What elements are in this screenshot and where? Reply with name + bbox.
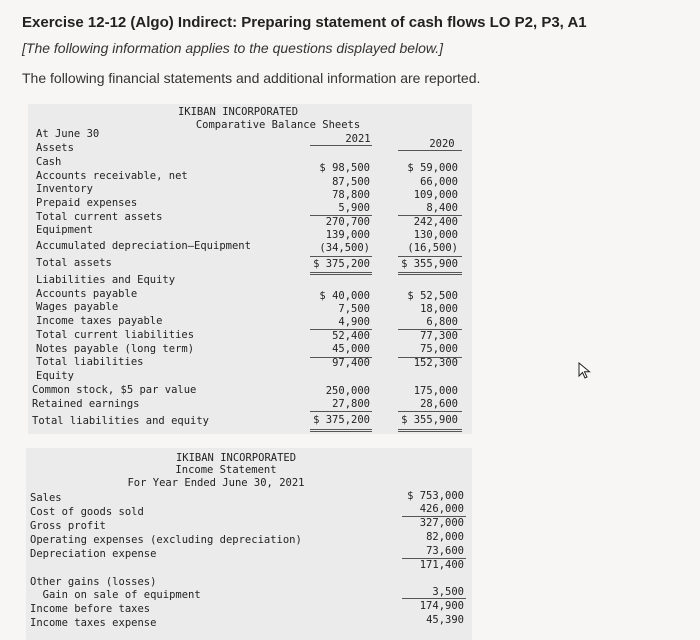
liab-row-2021: $ 40,000 <box>319 290 370 302</box>
page-title: Exercise 12-12 (Algo) Indirect: Preparing statement of cash flows LO P2, P3, A1 <box>22 14 587 31</box>
is-row-value: 73,600 <box>426 545 464 557</box>
bs-date-label: At June 30 <box>36 128 100 140</box>
is-row-label: Other gains (losses) <box>30 576 157 588</box>
asset-row-2021: 5,900 <box>338 202 370 214</box>
liab-row-2020: $ 52,500 <box>407 290 458 302</box>
rule <box>310 411 372 412</box>
liab-row-2021: 45,000 <box>332 343 370 355</box>
is-row-value: 3,500 <box>432 586 464 598</box>
liab-row-2021: 4,900 <box>338 316 370 328</box>
liab-row-label: Notes payable (long term) <box>36 343 195 355</box>
equity-row-2021: 250,000 <box>325 385 370 397</box>
is-row-value: 45,390 <box>426 614 464 626</box>
is-company: IKIBAN INCORPORATED <box>175 452 297 464</box>
asset-row-2021: $ 375,200 <box>313 258 370 270</box>
liab-row-2020: 6,800 <box>426 316 458 328</box>
asset-row-2021: (34,500) <box>319 242 370 254</box>
asset-row-label: Accumulated depreciation—Equipment <box>36 240 251 252</box>
bs-statement: Comparative Balance Sheets <box>195 119 361 131</box>
asset-row-label: Prepaid expenses <box>36 197 138 209</box>
liab-row-2020: 77,300 <box>420 330 458 342</box>
income-statement-panel <box>26 448 472 640</box>
liabilities-heading: Liabilities and Equity <box>36 274 176 286</box>
asset-row-label: Total assets <box>36 257 112 269</box>
asset-row-2021: 270,700 <box>325 216 370 228</box>
liab-row-2020: 152,300 <box>413 357 458 369</box>
rule <box>310 256 372 257</box>
double-rule <box>310 272 372 275</box>
equity-heading: Equity <box>36 370 74 382</box>
liab-row-label: Accounts payable <box>36 288 138 300</box>
rule <box>402 598 466 599</box>
is-row-value: 327,000 <box>419 517 464 529</box>
equity-row-2020: 175,000 <box>413 385 458 397</box>
asset-row-2020: (16,500) <box>407 242 458 254</box>
bs-col-2020: 2020 <box>429 138 455 150</box>
asset-row-2021: 87,500 <box>332 176 370 188</box>
is-row-label: Depreciation expense <box>30 548 157 560</box>
liab-row-label: Total current liabilities <box>36 329 195 341</box>
equity-row-label: Common stock, $5 par value <box>32 384 197 396</box>
equity-row-label: Retained earnings <box>32 398 140 410</box>
bs-company: IKIBAN INCORPORATED <box>177 106 299 118</box>
equity-row-2021: 27,800 <box>332 398 370 410</box>
equity-row-2021: $ 375,200 <box>313 414 370 426</box>
double-rule <box>398 272 462 275</box>
bs-col-2021: 2021 <box>345 133 371 145</box>
asset-row-2020: 242,400 <box>413 216 458 228</box>
rule <box>398 411 462 412</box>
is-row-value: 426,000 <box>419 503 464 515</box>
bs-header-rule-2020 <box>398 150 462 151</box>
liab-row-label: Income taxes payable <box>36 315 163 327</box>
liab-row-2021: 97,400 <box>332 357 370 369</box>
equity-row-2020: 28,600 <box>420 398 458 410</box>
is-row-value: 174,900 <box>419 600 464 612</box>
asset-row-2020: 66,000 <box>420 176 458 188</box>
equity-row-2020: $ 355,900 <box>401 414 458 426</box>
asset-row-label: Accounts receivable, net <box>36 170 188 182</box>
is-row-label: Income taxes expense <box>30 617 157 629</box>
asset-row-2021: 78,800 <box>332 189 370 201</box>
liab-row-label: Wages payable <box>36 301 119 313</box>
asset-row-label: Cash <box>36 156 62 168</box>
is-row-label: Gross profit <box>30 520 106 532</box>
is-row-value: 171,400 <box>419 559 464 571</box>
liab-row-2020: 75,000 <box>420 343 458 355</box>
double-rule <box>310 429 372 432</box>
is-row-label: Gain on sale of equipment <box>30 589 201 601</box>
bs-header-rule-2021 <box>310 145 372 146</box>
liab-row-2021: 52,400 <box>332 330 370 342</box>
rule <box>398 256 462 257</box>
asset-row-2021: 139,000 <box>325 229 370 241</box>
assets-heading: Assets <box>36 142 74 154</box>
is-period: For Year Ended June 30, 2021 <box>127 477 305 489</box>
equity-row-label: Total liabilities and equity <box>32 415 210 427</box>
liab-row-label: Total liabilities <box>36 356 144 368</box>
is-statement: Income Statement <box>175 464 277 476</box>
asset-row-2021: $ 98,500 <box>319 162 370 174</box>
asset-row-2020: $ 355,900 <box>401 258 458 270</box>
is-row-label: Operating expenses (excluding depreciation) <box>30 534 302 546</box>
page-subtitle: [The following information applies to the questions displayed below.] <box>22 40 444 56</box>
intro-text: The following financial statements and additional information are reported. <box>22 70 481 86</box>
asset-row-label: Total current assets <box>36 211 163 223</box>
asset-row-label: Equipment <box>36 224 93 236</box>
liab-row-2020: 18,000 <box>420 303 458 315</box>
balance-sheet-panel <box>28 104 472 434</box>
is-row-label: Income before taxes <box>30 603 151 615</box>
mouse-pointer-icon <box>578 362 592 380</box>
asset-row-2020: 130,000 <box>413 229 458 241</box>
is-row-label: Cost of goods sold <box>30 506 144 518</box>
liab-row-2021: 7,500 <box>338 303 370 315</box>
is-row-label: Sales <box>30 492 62 504</box>
asset-row-label: Inventory <box>36 183 93 195</box>
asset-row-2020: $ 59,000 <box>407 162 458 174</box>
double-rule <box>398 429 462 432</box>
asset-row-2020: 8,400 <box>426 202 458 214</box>
asset-row-2020: 109,000 <box>413 189 458 201</box>
is-row-value: 82,000 <box>426 531 464 543</box>
is-row-value: $ 753,000 <box>407 490 464 502</box>
